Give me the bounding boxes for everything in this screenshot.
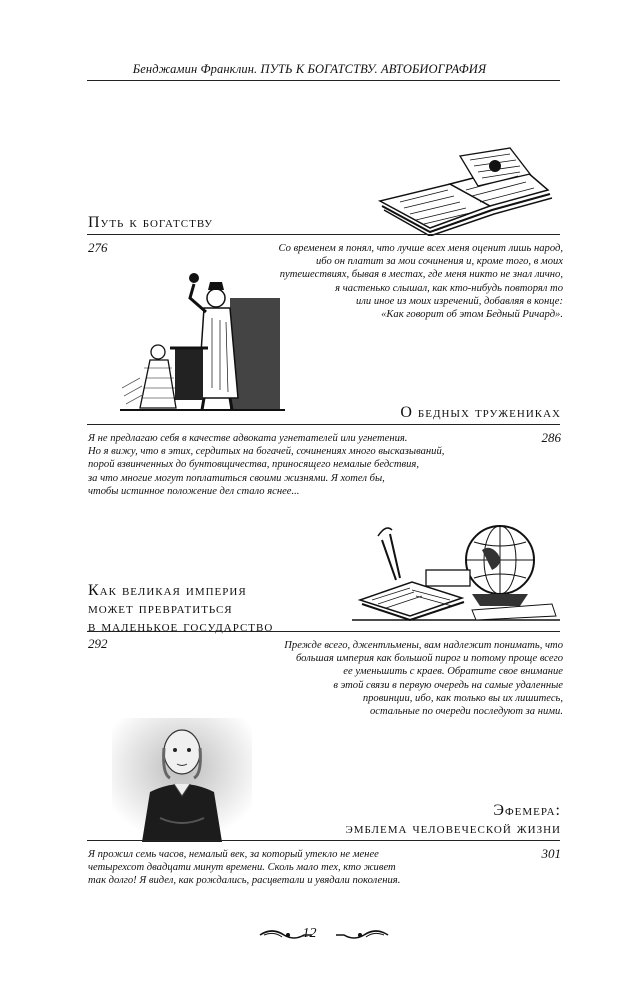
section-title-ephemera: Эфемера: эмблема человеческой жизни xyxy=(345,802,561,837)
globe-icon xyxy=(352,520,560,624)
franklin-portrait-icon xyxy=(112,718,252,842)
section-title-poor-workers: О бедных тружениках xyxy=(400,404,561,421)
running-header: Бенджамин Франклин. ПУТЬ К БОГАТСТВУ. АВТОБИОГРАФИЯ xyxy=(132,62,487,76)
open-book-illustration xyxy=(370,146,560,236)
quote-great-empire: Прежде всего, джентльмены, вам надлежит понимать, что большая империя как большой пирог и потому проще всего ее уменьшить с краев. Обратите свое внимание в этой связи в первую очередь на самые удаленные провинции, ибо, как только вы их лишитесь, остальные по очереди последуют за ними. xyxy=(284,640,563,718)
blacksmith-icon xyxy=(120,268,285,416)
section-rule xyxy=(87,234,560,235)
header-rule xyxy=(87,80,560,81)
quote-ephemera: Я прожил семь часов, немалый век, за который утекло не менее четырехсот двадцати минут времени. Сколь мало тех, кто живет так долго! Я видел, как рождались, расцветали и увядали поколения. xyxy=(88,849,401,887)
section-rule xyxy=(87,840,560,841)
page-ref-276: 276 xyxy=(88,240,108,255)
section-rule xyxy=(87,631,560,632)
portrait-illustration xyxy=(112,718,252,842)
page-ref-301: 301 xyxy=(541,846,561,861)
open-book-icon xyxy=(370,146,560,236)
globe-books-illustration xyxy=(352,520,560,624)
page-ref-292: 292 xyxy=(88,636,108,651)
quote-poor-workers: Я не предлагаю себя в качестве адвоката угнетателей или угнетения. Но я вижу, что в этих, сердитых на богачей, сочинениях много высказываний, порой взвинченных до бунтовщичества, приносящего немалые бедствия, за что многие могут поплатиться своими жизнями. Я хотел бы, чтобы истинное положение дел стало яснее... xyxy=(88,433,445,497)
page-ref-286: 286 xyxy=(541,430,561,445)
section-title-path-to-wealth: Путь к богатству xyxy=(88,214,214,231)
blacksmith-illustration xyxy=(120,268,285,416)
section-rule xyxy=(87,424,560,425)
page-number: 12 xyxy=(302,926,317,941)
quote-path-to-wealth: Со временем я понял, что лучше всех меня оценит лишь народ, ибо он платит за мои сочинения и, кроме того, в моих путешествиях, бывая в местах, где меня никто не знал лично, я частенько слышал, как кто-нибудь повторял то или иное из моих изречений, добавляя в конце: «Как говорит об этом Бедный Ричард». xyxy=(278,243,563,321)
section-title-great-empire: Как великая империя может превратиться в маленькое государство xyxy=(88,582,274,635)
